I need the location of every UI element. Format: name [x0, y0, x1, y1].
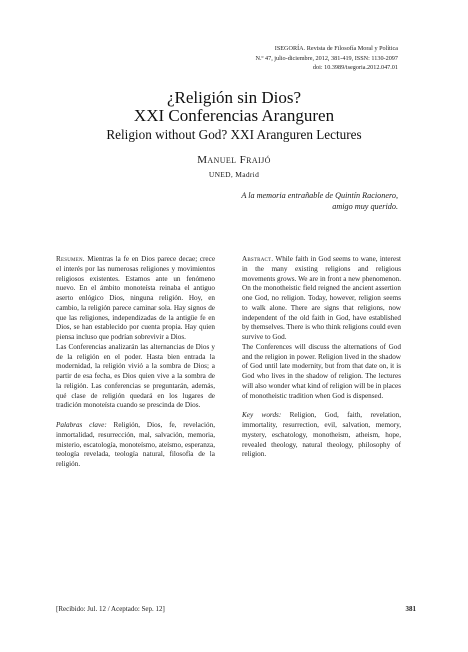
journal-doi: doi: 10.3989/isegoria.2012.047.01 [312, 64, 398, 71]
article-subtitle: Religion without God? XXI Aranguren Lectures [106, 127, 362, 142]
resumen-label: Resumen. [56, 255, 85, 263]
palabras-clave-text: Religión, Dios, fe, revelación, inmortalidad, resurrección, mal, salvación, memoria, misterio, escatología, monoteísmo, ateísmo, esperanza, teología revelada, teología natural, filosofía de la religión. [56, 421, 215, 468]
spanish-abstract-column [56, 255, 215, 470]
journal-header [178, 44, 398, 73]
key-words-text: Religion, God, faith, revelation, immortality, resurrection, evil, salvation, memory, mystery, eschatology, monotheism, atheism, hope, revealed theology, natural theology, philosophy of religion. [242, 411, 401, 459]
author-name: Manuel Fraijó [197, 154, 271, 166]
page-number: 381 [405, 605, 416, 613]
resumen-paragraph-2: Las Conferencias analizarán las alternancias de Dios y de la religión en el poder. Hasta bien entrada la modernidad, la religión vivió a la sombra de Dios; a partir de esa fecha, es Dios quien vive a la sombra de la religión. Las conferencias se preguntarán, además, qué clase de religión quedará en los lugares de tradición monoteísta cuando se prescinda de Dios. [56, 342, 215, 410]
dedication-line-2: amigo muy querido. [332, 202, 398, 211]
journal-issue: N.º 47, julio-diciembre, 2012, 381-419, ISSN: 1130-2097 [255, 54, 398, 62]
author-affiliation: UNED, Madrid [208, 170, 260, 179]
palabras-clave [56, 421, 215, 470]
abstract-paragraph-2: The Conferences will discuss the alternations of God and the religion in power. Religion lived in the shadow of God until late modernity, but from that date on, it is God who lives in the shadow of religion. The lectures will also wonder what kind of religion will be in places of monotheistic tradition when God is dispensed. [242, 342, 401, 400]
key-words-label: Key words: [242, 411, 282, 420]
dedication-line-1: A la memoria entrañable de Quintín Racionero, [241, 191, 398, 200]
dedication [198, 190, 398, 212]
article-title-line-2: XXI Conferencias Aranguren [133, 106, 335, 125]
article-title-line-1: ¿Religión sin Dios? [166, 88, 302, 107]
english-abstract-column [242, 255, 401, 460]
palabras-clave-label: Palabras clave: [56, 421, 107, 429]
abstract-label: Abstract. [242, 255, 274, 263]
abstract-text-1: While faith in God seems to wane, interest in the many existing religions and religious movements grows. We are in front a new phenomenon. On the monotheistic field reigned the ancient assertion one God, no religion. Today, however, religion seems to walk alone. There are signs that religions, now independent of the old faith in God, have established by themselves. There is who think religions could even survive to God. [242, 255, 401, 341]
key-words [242, 411, 401, 460]
journal-name: ISEGORÍA. Revista de Filosofía Moral y Política [274, 45, 398, 52]
received-accepted-dates: [Recibido: Jul. 12 / Aceptado: Sep. 12] [56, 605, 165, 613]
resumen-text-1: Mientras la fe en Dios parece decae; crece el interés por las numerosas religiones y movimientos religiosos existentes. Estamos ante un fenómeno nuevo. En el ámbito monoteísta reinaba el antiguo aserto enlógico Dios, ninguna religión. Hoy, en cambio, la religión parece caminar sola. Hay signos de que las religiones, independizadas de la antigüe fe en Dios, se han establecido por cuenta propia. Hay quien piensa incluso que podrían sobrevivir a Dios. [56, 255, 216, 341]
abstract-paragraph-1 [242, 255, 401, 343]
resumen-paragraph-1 [56, 255, 215, 343]
